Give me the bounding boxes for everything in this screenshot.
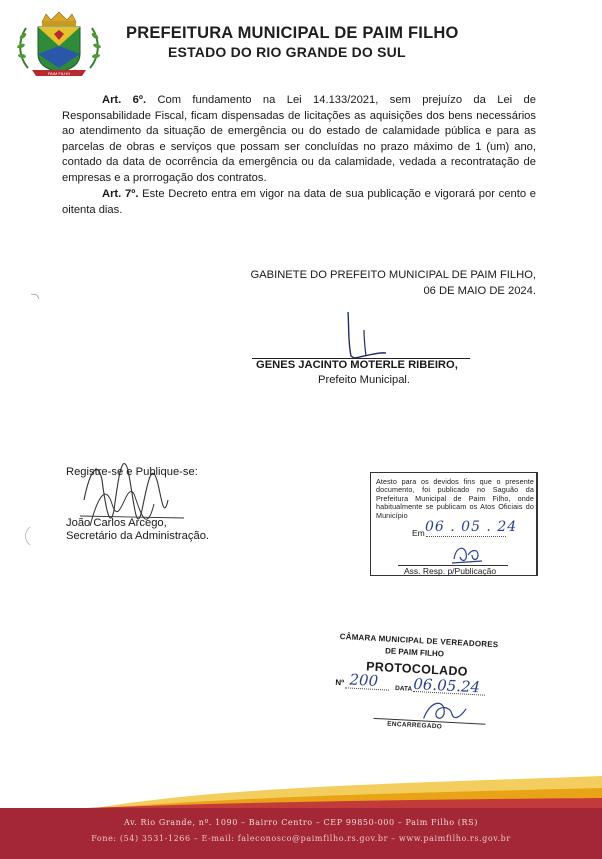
protocol-date-label: DATA (394, 684, 413, 693)
secretary-name: João Carlos Arcego, (66, 517, 167, 529)
margin-bracket-icon (22, 526, 32, 546)
protocol-title: PROTOCOLADO (365, 659, 469, 679)
protocol-line-1: CÂMARA MUNICIPAL DE VEREADORES (339, 632, 499, 650)
page-title: PREFEITURA MUNICIPAL DE PAIM FILHO (126, 24, 459, 42)
publication-signature-icon (448, 541, 488, 567)
closing-block (250, 268, 536, 299)
mayor-role: Prefeito Municipal. (318, 374, 411, 386)
publication-date: 06 . 05 . 24 (425, 519, 518, 535)
article-7-label: Art. 7º. (102, 188, 139, 200)
publication-date-line (426, 536, 506, 537)
protocol-footer: ENCARREGADO (387, 720, 443, 731)
footer-address: Av. Rio Grande, nº. 1090 – Bairro Centro – CEP 99850-000 – Paim Filho (RS) (124, 818, 478, 827)
article-7 (62, 187, 536, 218)
protocol-stamp (334, 632, 500, 750)
article-7-text: Este Decreto entra em vigor na data de sua publicação e vigorará por cento e oitenta dias. (62, 188, 537, 216)
page-subtitle: ESTADO DO RIO GRANDE DO SUL (168, 44, 406, 60)
protocol-number-label: Nº (335, 677, 345, 688)
article-6-label: Art. 6º. (102, 94, 147, 106)
margin-mark-icon (30, 292, 40, 300)
protocol-line-2: DE PAIM FILHO (384, 646, 445, 659)
footer-contact: Fone: (54) 3531-1266 – E-mail: faleconosco@paimfilho.rs.gov.br – www.paimfilho.rs.gov.br (91, 834, 511, 843)
closing-date: 06 DE MAIO DE 2024. (423, 284, 536, 297)
mayor-name: GENES JACINTO MOTERLE RIBEIRO, (256, 359, 458, 371)
protocol-date: 06.05.24 (412, 674, 481, 697)
coat-of-arms-icon (14, 10, 104, 80)
secretary-role: Secretário da Administração. (66, 530, 210, 542)
registration-text: Registre-se e Publique-se: (66, 466, 198, 478)
coat-ribbon-text: PAIM FILHO (47, 71, 71, 76)
article-6-text: Com fundamento na Lei 14.133/2021, sem prejuízo da Lei de Responsabilidade Fiscal, ficam dispensadas de licitações as aquisições dos bens necessários ao atendimento da situação de emergência ou do estado de calamidade pública e para as parcelas de obras e serviços que possam ser concluídas no prazo máximo de 1 (um) ano, contado da data de ocorrência da emergência ou da calamidade, vedada a recontratação de empresas e a prorrogação dos contratos. (62, 94, 536, 184)
publication-stamp-text: Atesto para os devidos fins que o presente documento, foi publicado no Saguão da Prefeitura Municipal de Paim Filho, onde habitualmente se publicam os Atos Oficiais do Município (376, 477, 534, 520)
publication-em-label: Em (412, 528, 425, 538)
article-6 (62, 93, 536, 187)
protocol-number-line (345, 687, 389, 690)
closing-office: GABINETE DO PREFEITO MUNICIPAL DE PAIM FILHO, (250, 269, 536, 281)
publication-responsible: Ass. Resp. p/Publicação (404, 566, 497, 576)
protocol-number: 200 (349, 670, 379, 691)
